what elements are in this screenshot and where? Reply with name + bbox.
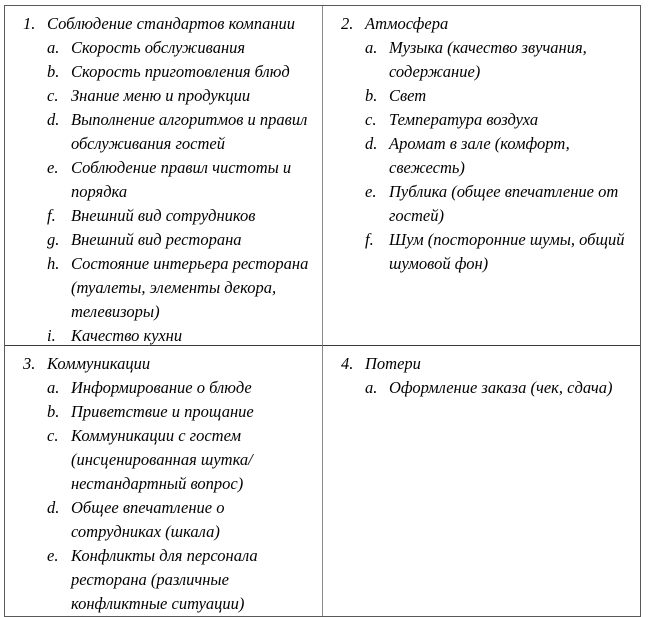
list-marker: a. [365, 378, 378, 397]
list-item-label: Оформление заказа (чек, сдача) [389, 378, 613, 397]
list-item-label: Внешний вид ресторана [71, 230, 242, 249]
list-item-title: Соблюдение стандартов компании [47, 14, 296, 33]
list-item-label: Выполнение алгоритмов и правил обслуживания гостей [71, 110, 308, 153]
list-item [47, 544, 316, 616]
list-item [47, 252, 316, 324]
list-marker: d. [47, 498, 60, 517]
list-item-label: Приветствие и прощание [71, 402, 254, 421]
numbered-list-4 [329, 352, 634, 400]
list-marker: d. [47, 110, 60, 129]
list-marker: e. [365, 182, 377, 201]
list-item [365, 108, 634, 132]
list-marker: b. [47, 402, 60, 421]
criteria-table [4, 5, 641, 617]
list-item [47, 400, 316, 424]
list-item-top [329, 352, 634, 400]
table-cell-1 [5, 6, 323, 346]
list-item-top [329, 12, 634, 276]
list-item [47, 496, 316, 544]
list-item-label: Конфликты для персонала ресторана (различные конфликтные ситуации) [71, 546, 258, 613]
list-item-label: Качество кухни [71, 326, 183, 345]
list-marker: c. [47, 426, 59, 445]
list-item-label: Публика (общее впечатление от гостей) [389, 182, 619, 225]
list-marker: 2. [341, 14, 354, 33]
list-item [47, 60, 316, 84]
list-marker: b. [47, 62, 60, 81]
list-marker: i. [47, 326, 56, 345]
list-item [365, 132, 634, 180]
list-item-label: Информирование о блюде [71, 378, 252, 397]
list-marker: a. [47, 38, 60, 57]
list-item-label: Скорость приготовления блюд [71, 62, 290, 81]
list-marker: 4. [341, 354, 354, 373]
sublist-1 [47, 36, 316, 346]
list-item-title: Атмосфера [365, 14, 449, 33]
list-item-top [11, 12, 316, 346]
list-item [47, 424, 316, 496]
list-marker: f. [47, 206, 56, 225]
list-item-label: Коммуникации с гостем (инсценированная шутка/нестандартный вопрос) [71, 426, 253, 493]
list-item [47, 108, 316, 156]
table-cell-4 [323, 346, 640, 616]
list-item-top [11, 352, 316, 616]
sublist-4 [365, 376, 634, 400]
sublist-3 [47, 376, 316, 616]
list-item [47, 36, 316, 60]
list-marker: 1. [23, 14, 36, 33]
list-item [365, 228, 634, 276]
list-item-label: Соблюдение правил чистоты и порядка [71, 158, 292, 201]
list-item [365, 36, 634, 84]
list-item-label: Состояние интерьера ресторана (туалеты, элементы декора, телевизоры) [71, 254, 309, 321]
list-marker: f. [365, 230, 374, 249]
list-item-label: Свет [389, 86, 427, 105]
list-item [365, 180, 634, 228]
list-item [365, 376, 634, 400]
numbered-list-3 [11, 352, 316, 616]
table-cell-3 [5, 346, 323, 616]
list-item [47, 228, 316, 252]
list-item-label: Скорость обслуживания [71, 38, 246, 57]
list-item-label: Знание меню и продукции [71, 86, 251, 105]
numbered-list-2 [329, 12, 634, 276]
list-marker: g. [47, 230, 60, 249]
list-marker: e. [47, 546, 59, 565]
list-marker: a. [47, 378, 60, 397]
list-item [47, 324, 316, 346]
list-marker: d. [365, 134, 378, 153]
list-item [47, 156, 316, 204]
list-item [47, 376, 316, 400]
list-marker: c. [47, 86, 59, 105]
list-item-label: Аромат в зале (комфорт, свежесть) [389, 134, 570, 177]
list-item [47, 204, 316, 228]
sublist-2 [365, 36, 634, 276]
list-marker: h. [47, 254, 60, 273]
list-item [365, 84, 634, 108]
list-marker: c. [365, 110, 377, 129]
list-item-label: Температура воздуха [389, 110, 539, 129]
list-item [47, 84, 316, 108]
list-item-label: Музыка (качество звучания, содержание) [389, 38, 587, 81]
table-cell-2 [323, 6, 640, 346]
list-item-title: Потери [365, 354, 421, 373]
list-item-label: Шум (посторонние шумы, общий шумовой фон) [389, 230, 625, 273]
list-marker: e. [47, 158, 59, 177]
list-item-label: Внешний вид сотрудников [71, 206, 256, 225]
numbered-list-1 [11, 12, 316, 346]
list-marker: a. [365, 38, 378, 57]
list-marker: b. [365, 86, 378, 105]
list-item-label: Общее впечатление о сотрудниках (шкала) [71, 498, 225, 541]
list-marker: 3. [23, 354, 36, 373]
list-item-title: Коммуникации [47, 354, 151, 373]
